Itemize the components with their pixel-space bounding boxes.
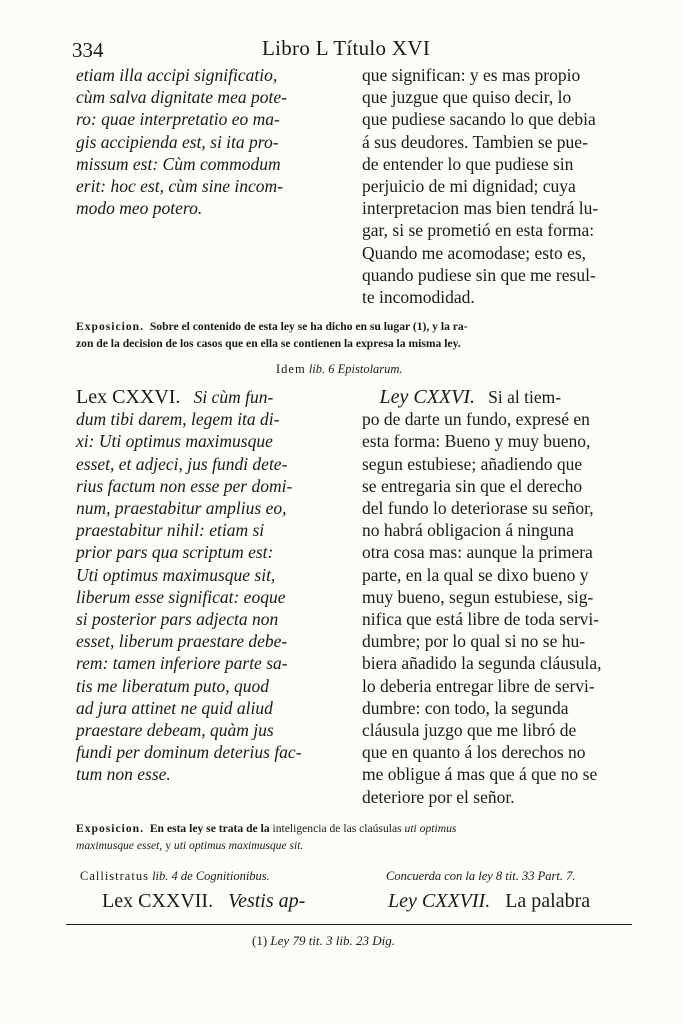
spanish-column-ley-126 (362, 386, 632, 808)
text-line: Uti optimus maximusque sit, (76, 564, 276, 585)
text-line: que juzgue que quiso decir, lo (362, 87, 572, 108)
text-line: me obligue á mas que á que no se (362, 764, 598, 785)
text-line: de entender lo que pudiese sin (362, 153, 574, 174)
text-line: missum est: Cùm commodum (76, 153, 281, 174)
source-heading-idem (276, 362, 403, 377)
source-reference: lib. 4 de Cognitionibus. (152, 869, 270, 883)
text-line: tis me liberatum puto, quod (76, 675, 269, 696)
text-line: cláusula juzgo que me libró de (362, 720, 577, 741)
text-line: lo deberia entregar libre de servi- (362, 675, 595, 696)
author-name: Callistratus (80, 869, 149, 883)
text-line: dum tibi darem, legem ita di- (76, 409, 280, 430)
text-line: nifica que está libre de toda servi- (362, 609, 600, 630)
exposicion-paragraph-2 (76, 820, 632, 854)
text-line: etiam illa accipi significatio, (76, 65, 278, 85)
footnote (252, 933, 395, 949)
ley-heading: Ley CXXVII. (388, 890, 491, 912)
text-line: segun estubiese; añadiendo que (362, 453, 583, 474)
text-line: si posterior pars adjecta non (76, 609, 279, 630)
page-number: 334 (72, 38, 104, 62)
text-line: que significan: y es mas propio (362, 65, 581, 85)
latin-column-top (76, 64, 348, 219)
exposicion-label: Exposicion. (76, 320, 145, 333)
text-line: rem: tamen inferiore parte sa- (76, 653, 288, 674)
text-line: gar, si se prometió en esta forma: (362, 220, 595, 241)
lex-127-start (102, 890, 305, 913)
text-line: otra cosa mas: aunque la primera (362, 542, 593, 563)
author-name: Idem (276, 362, 306, 376)
text-span: uti optimus (404, 822, 457, 835)
text-line: se entregaria sin que el derecho (362, 475, 583, 496)
text-span: En esta ley se trata de la (149, 822, 270, 835)
text-line: que en quanto á los derechos no (362, 742, 586, 763)
text-line: fundi per dominum deterius fac- (76, 742, 302, 763)
text-span: maximusque esset (76, 839, 160, 852)
text-line: praestare debeam, quàm jus (76, 720, 274, 741)
footnote-divider (66, 924, 632, 925)
text-line: te incomodidad. (362, 287, 475, 308)
text-line: erit: hoc est, cùm sine incom- (76, 176, 284, 197)
text-line: Si al tiem- (488, 387, 562, 407)
text-line: interpretacion mas bien tendrá lu- (362, 198, 599, 219)
latin-column-lex-126 (76, 386, 348, 786)
text-line: esset, liberum praestare debe- (76, 631, 288, 652)
text-line: quando pudiese sin que me resul- (362, 264, 596, 285)
text-line: deteriore por el señor. (362, 786, 515, 807)
footnote-text: Ley 79 tit. 3 lib. 23 Dig. (270, 933, 396, 948)
text-line: biera añadido la segunda cláusula, (362, 653, 602, 674)
text-line: muy bueno, segun estubiese, sig- (362, 586, 594, 607)
spanish-column-top (362, 64, 632, 308)
exposicion-paragraph-1 (76, 318, 632, 352)
ley-heading: Ley CXXVI. (379, 386, 476, 408)
text-span: uti optimus maximusque sit. (173, 839, 304, 852)
text-line: modo meo potero. (76, 198, 203, 219)
text-line: dumbre: con todo, la segunda (362, 697, 569, 718)
text-line: num, praestabitur amplius eo, (76, 498, 287, 519)
text-line: no habrá obligacion á ninguna (362, 520, 574, 541)
text-line: zon de la decision de los casos que en ella se contienen la expresa la misma ley. (76, 337, 461, 350)
text-line: á sus deudores. Tambien se pue- (362, 131, 588, 152)
text-span: inteligencia de las claúsulas (272, 822, 402, 835)
ley-127-start (388, 890, 590, 913)
text-span: , y (159, 839, 171, 852)
text-line: esta forma: Bueno y muy bueno, (362, 431, 591, 452)
text-line: esset, et adjeci, jus fundi dete- (76, 453, 288, 474)
text-line: dumbre; por lo qual si no se hu- (362, 631, 586, 652)
lex-heading: Lex CXXVI. (76, 386, 181, 408)
text-line: ad jura attinet ne quid aliud (76, 697, 273, 718)
text-span: La palabra (505, 890, 591, 912)
text-line: Si cùm fun- (193, 387, 274, 407)
text-span: Vestis ap- (228, 890, 306, 912)
text-line: praestabitur nihil: etiam si (76, 520, 265, 541)
text-line: Sobre el contenido de esta ley se ha dicho en su lugar (1), y la ra- (149, 320, 468, 333)
text-line: rius factum non esse per domi- (76, 475, 293, 496)
text-line: prior pars qua scriptum est: (76, 542, 274, 563)
text-line: Quando me acomodase; esto es, (362, 242, 587, 263)
text-line: gis accipienda est, si ita pro- (76, 131, 279, 152)
lex-heading: Lex CXXVII. (102, 890, 214, 912)
concordance-note: Concuerda con la ley 8 tit. 33 Part. 7. (386, 869, 576, 883)
text-line: po de darte un fundo, expresé en (362, 409, 590, 430)
text-line: perjuicio de mi dignidad; cuya (362, 176, 576, 197)
source-heading-callistratus (80, 869, 270, 884)
text-line: parte, en la qual se dixo bueno y (362, 564, 589, 585)
source-reference: lib. 6 Epistolarum. (308, 362, 403, 376)
text-line: liberum esse significat: eoque (76, 586, 286, 607)
text-line: xi: Uti optimus maximusque (76, 431, 273, 452)
text-line: ro: quae interpretatio eo ma- (76, 109, 280, 130)
text-line: del fundo lo deteriorase su señor, (362, 498, 594, 519)
text-line: cùm salva dignitate mea pote- (76, 87, 287, 108)
footnote-marker: (1) (252, 933, 268, 948)
text-line: que pudiese sacando lo que debia (362, 109, 596, 130)
running-title: Libro L Título XVI (262, 36, 431, 60)
text-line: tum non esse. (76, 764, 171, 785)
exposicion-label: Exposicion. (76, 822, 145, 835)
